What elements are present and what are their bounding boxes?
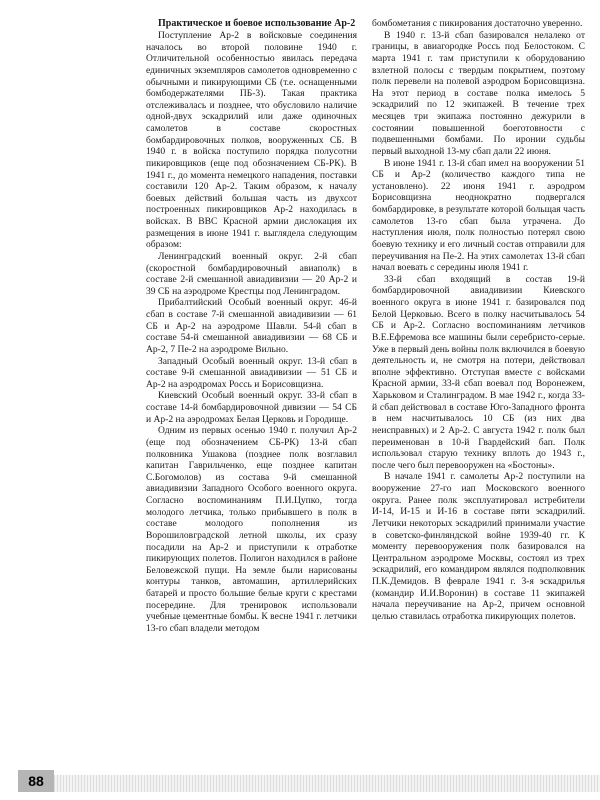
paragraph: Западный Особый военный округ. 13-й сбап в составе 9-й смешанной авиадивизии — 51 СБ и Ар-2 на аэродромах Россь и Борисовщизна. [146,355,357,390]
left-text-column [146,18,357,635]
page-number: 88 [18,770,54,792]
paragraph: В 1940 г. 13-й сбап базировался нелалеко от границы, в авиагородке Россь под Белостоком. С марта 1941 г. там приступили к оборудованию взлетной полосы с твердым покрытием, поэтому полк перевели на полевой аэродром Борисовщизна. На этот период в составе полка имелось 5 эскадрилий по 12 экипажей. В течение трех месяцев три экипажа постоянно дежурили в состоянии повышенной боеготовности с подвешенными бомбами. По иронии судьбы первый выходной 13-му сбап дали 22 июня. [372,29,585,157]
right-text-column [372,18,585,623]
paragraph: В начале 1941 г. самолеты Ар-2 поступили на вооружение 27-го иап Московского военного округа. Ранее полк эксплуатировал истребители И-14, И-15 и И-16 в составе пяти эскадрилий. Летчики некоторых эскадрилий принимали участие в советско-финляндской войне 1939-40 гг. К моменту перевооружения полк базировался на Центральном аэродроме Москвы, состоял из трех эскадрилий, его командиром являлся подполковник П.К.Демидов. В феврале 1941 г. 3-я эскадрилья (командир И.И.Воронин) в составе 11 экипажей начала переучивание на Ар-2, причем основной целью ставилась отработка пикирующих полетов. [372,471,585,622]
paragraph: Одним из первых осенью 1940 г. получил Ар-2 (еще под обозначением СБ-РК) 13-й сбап полковника Ушакова (позднее полк возглавил капитан Гаврильченко, еще позднее капитан С.Богомолов) из состава 9-й смешанной авиадивизии Западного Особого военного округа. Согласно воспоминаниям П.И.Цупко, тогда молодого летчика, только прибывшего в полк в составе молодого пополнения из Ворошиловградской летной школы, их сразу посадили на Ар-2 и приступили к отработке пикирующих полетов. Полигон находился в районе Беловежской пущи. На земле были нарисованы контуры танков, автомашин, артиллерийских батарей и просто большие белые круги с крестами посередине. Для тренировок использовали учебные цементные бомбы. К весне 1941 г. летчики 13-го сбап владели методом [146,425,357,634]
paragraph: 33-й сбап входящий в состав 19-й бомбардировочной авиадивизии Киевского военного округа в июне 1941 г. базировался под Белой Церковью. Всего в полку насчитывалось 54 СБ и Ар-2. Согласно воспоминаниям летчиков В.Е.Ефремова все машины были серебристо-серые. Уже в первый день войны полк включился в боевую деятельность и, не смотря на потери, действовал вполне эффективно. Отступая вместе с войсками Красной армии, 33-й сбап воевал под Воронежем, Харьковом и Сталинградом. В мае 1942 г., когда 33-й сбап действовал в составе Юго-Западного фронта в нем насчитывалось 10 СБ (из них два неисправных) и 2 Ар-2. С августа 1942 г. полк был переименован в 10-й Гвардейский бап. Полк использовал старую технику вплоть до 1943 г., после чего был перевооружен на «Бостоны». [372,273,585,471]
paragraph: Ленинградский военный округ. 2-й сбап (скоростной бомбардировочный авиаполк) в составе 2-й смешанной авиадивизии — 20 Ар-2 и 39 СБ на аэродроме Крестцы под Ленинградом. [146,250,357,297]
paragraph: Киевский Особый военный округ. 33-й сбап в составе 14-й бомбардировочной дивизии — 54 СБ и Ар-2 на аэродромах Белая Церковь и Городище. [146,390,357,425]
paragraph: Прибалтийский Особый военный округ. 46-й сбап в составе 7-й смешанной авиадивизии — 61 СБ и Ар-2 на аэродроме Шавли. 54-й сбап в составе 54-й смешанной авиадивизии — 68 СБ и Ар-2, 7 Пе-2 на аэродроме Вильно. [146,297,357,355]
paragraph: Поступление Ар-2 в войсковые соединения началось во второй половине 1940 г. Отличительной особенностью явилась передача единичных экземпляров самолетов одновременно с обычными и пикирующими СБ (т.е. оснащенными бомбодержателями ПБ-3). Такая практика отслеживалась и позднее, что обусловило наличие одной-двух эскадрилий или даже одиночных самолетов в составе скоростных бомбардировочных полков, вооруженных СБ. В 1940 г. в войска поступило порядка полусотни пикировщиков (еще под обозначением СБ-РК). В 1941 г., до момента немецкого нападения, поставки составили 120 Ар-2. Таким образом, к началу боевых действий большая часть из двухсот построенных пикировщиков Ар-2 находилась в войсках. В ВВС Красной армии дислокация их размещения в июне 1941 г. выглядела следующим образом: [146,30,357,251]
footer-decorative-bar [54,775,600,792]
section-heading: Практическое и боевое использование Ар-2 [158,18,356,29]
paragraph: бомбометания с пикирования достаточно уверенно. [372,18,583,29]
paragraph: В июне 1941 г. 13-й сбап имел на вооружении 51 СБ и Ар-2 (количество каждого типа не установлено). 22 июня 1941 г. аэродром Борисовщизна неоднократно подвергался бомбардировке, в результате которой больщая часть самолетов 13-го сбап была утрачена. До наступления июля, полк полностью потерял свою боевую технику и его личный состав отправили для переучивания на Пе-2. На этих самолетах 13-й сбап начал воевать с середины июля 1941 г. [372,157,585,274]
